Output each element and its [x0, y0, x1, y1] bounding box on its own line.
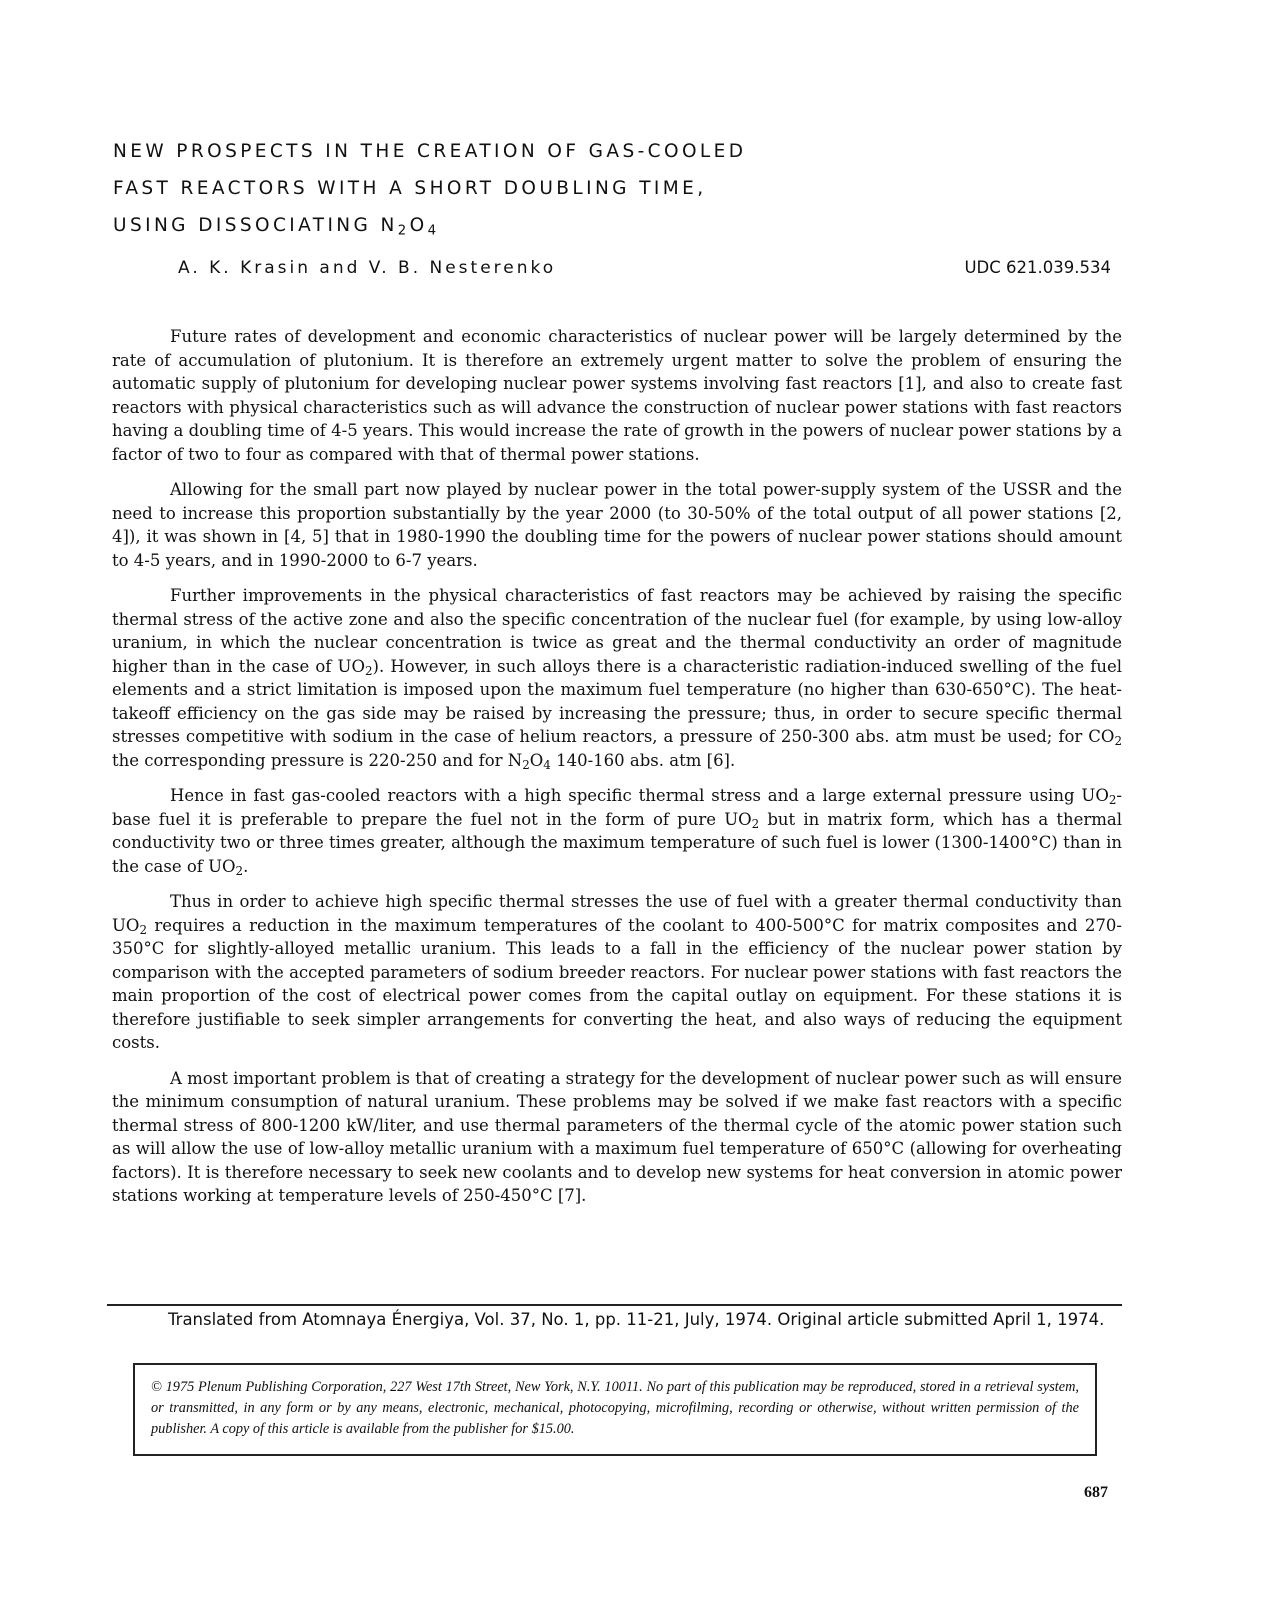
- title-line-3: USING DISSOCIATING $N_2O_4$: [113, 215, 440, 239]
- paragraph-1: Future rates of development and economic characteristics of nuclear power will be largely determined by the rate of accumulation of plutonium. It is therefore an extremely urgent matter to solve the problem of ensuring the automatic supply of plutonium for developing nuclear power systems involving fast reactors [1], and also to create fast reactors with physical characteristics such as will advance the construction of nuclear power stations with fast reactors having a doubling time of 4-5 years. This would increase the rate of growth in the powers of nuclear power stations by a factor of two to four as compared with that of thermal power stations.: [112, 327, 1122, 464]
- paragraph-3: Further improvements in the physical characteristics of fast reactors may be achieved by raising the specific thermal stress of the active zone and also the specific concentration of the nuclear fuel (for example, by using low-alloy uranium, in which the nuclear concentration is twice as great and the thermal conductivity an order of magnitude higher than in the case of $UO_2$). However, in such alloys there is a characteristic radiation-induced swelling of the fuel elements and a strict limitation is imposed upon the maximum fuel temperature (no higher than 630-650°C). The heat-takeoff efficiency on the gas side may be raised by increasing the pressure; thus, in order to secure specific thermal stresses competitive with sodium in the case of helium reactors, a pressure of 250-300 abs. atm must be used; for $CO_2$ the corresponding pressure is 220-250 and for $N_2O_4$ 140-160 abs. atm [6].: [112, 586, 1122, 772]
- title-line-1: NEW PROSPECTS IN THE CREATION OF GAS-COOLED: [113, 141, 747, 162]
- article-title: [113, 133, 746, 244]
- footnote-divider: [107, 1304, 1122, 1306]
- copyright-box: © 1975 Plenum Publishing Corporation, 227 West 17th Street, New York, N.Y. 10011. No part of this publication may be reproduced, stored in a retrieval system, or transmitted, in any form or by any means, electronic, mechanical, photocopying, microfilming, recording or otherwise, without written permission of the publisher. A copy of this article is available from the publisher for $15.00.: [133, 1363, 1097, 1456]
- paragraph-6: A most important problem is that of creating a strategy for the development of nuclear power such as will ensure the minimum consumption of natural uranium. These problems may be solved if we make fast reactors with a specific thermal stress of 800-1200 kW/liter, and use thermal parameters of the thermal cycle of the atomic power station such as will allow the use of low-alloy metallic uranium with a maximum fuel temperature of 650°C (allowing for overheating factors). It is therefore necessary to seek new coolants and to develop new systems for heat conversion in atomic power stations working at temperature levels of 250-450°C [7].: [112, 1068, 1122, 1205]
- paragraph-4: Hence in fast gas-cooled reactors with a high specific thermal stress and a large external pressure using $UO_2$-base fuel it is preferable to prepare the fuel not in the form of pure $UO_2$ but in matrix form, which has a thermal conductivity two or three times greater, although the maximum temperature of such fuel is lower (1300-1400°C) than in the case of $UO_2$.: [112, 786, 1123, 878]
- paragraph-2: Allowing for the small part now played by nuclear power in the total power-supply system of the USSR and the need to increase this proportion substantially by the year 2000 (to 30-50% of the total output of all power stations [2, 4]), it was shown in [4, 5] that in 1980-1990 the doubling time for the powers of nuclear power stations should amount to 4-5 years, and in 1990-2000 to 6-7 years.: [112, 480, 1122, 570]
- page-number: 687: [1084, 1484, 1108, 1501]
- udc-code: UDC 621.039.534: [964, 258, 1111, 277]
- paragraph-5: Thus in order to achieve high specific thermal stresses the use of fuel with a greater thermal conductivity than $UO_2$ requires a reduction in the maximum temperatures of the coolant to 400-500°C for matrix composites and 270-350°C for slightly-alloyed metallic uranium. This leads to a fall in the efficiency of the nuclear power station by comparison with the accepted parameters of sodium breeder reactors. For nuclear power stations with fast reactors the main proportion of the cost of electrical power comes from the capital outlay on equipment. For these stations it is therefore justifiable to seek simpler arrangements for converting the heat, and also ways of reducing the equipment costs.: [112, 892, 1122, 1052]
- translation-note: Translated from Atomnaya Énergiya, Vol. 37, No. 1, pp. 11-21, July, 1974. Original article submitted April 1, 1974.: [168, 1310, 1105, 1329]
- article-body: [112, 325, 1122, 1220]
- authors: A. K. Krasin and V. B. Nesterenko: [178, 258, 557, 278]
- title-line-2: FAST REACTORS WITH A SHORT DOUBLING TIME,: [113, 178, 707, 199]
